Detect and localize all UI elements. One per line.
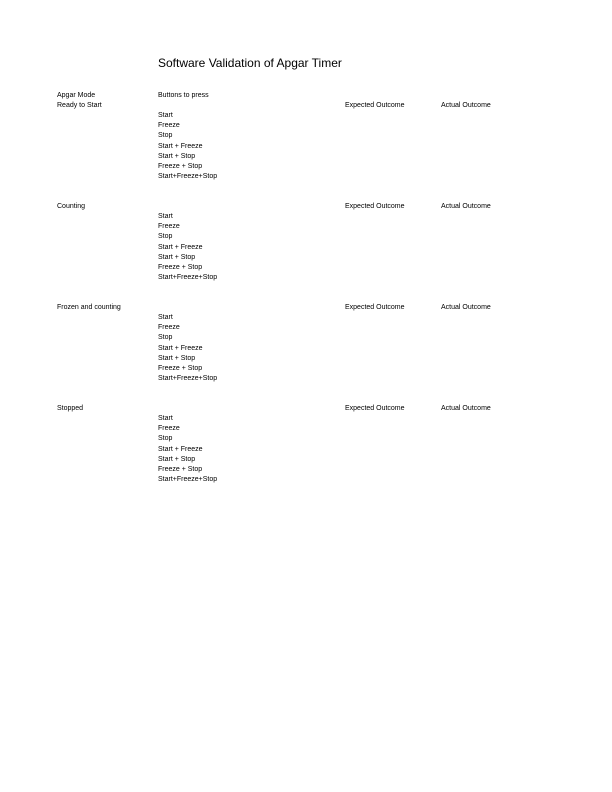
button-combination: Stop <box>158 233 173 241</box>
button-combination: Start + Freeze <box>158 142 203 150</box>
button-combination: Start + Freeze <box>158 445 203 453</box>
button-combination: Start + Stop <box>158 354 196 362</box>
apgar-mode-column-header: Apgar Mode <box>57 92 96 99</box>
mode-label: Counting <box>57 203 86 210</box>
button-combination: Freeze + Stop <box>158 364 203 372</box>
button-combination: Stop <box>158 334 173 342</box>
button-combination: Stop <box>158 132 173 140</box>
button-combination: Start + Stop <box>158 152 196 160</box>
button-combination: Start + Freeze <box>158 243 203 251</box>
button-combination: Freeze <box>158 425 180 433</box>
button-combination: Start + Stop <box>158 253 196 261</box>
button-combination: Stop <box>158 435 173 443</box>
button-combination: Start <box>158 213 173 220</box>
expected-outcome-header: Expected Outcome <box>345 405 405 412</box>
button-combination-list <box>158 111 217 182</box>
expected-outcome-header: Expected Outcome <box>345 102 405 109</box>
button-combination-list <box>158 212 217 283</box>
actual-outcome-header: Actual Outcome <box>441 102 491 109</box>
expected-outcome-header: Expected Outcome <box>345 304 405 311</box>
button-combination: Freeze + Stop <box>158 263 203 271</box>
actual-outcome-header: Actual Outcome <box>441 203 491 210</box>
button-combination: Start+Freeze+Stop <box>158 375 218 383</box>
button-combination: Freeze <box>158 122 180 130</box>
mode-label: Ready to Start <box>57 102 102 109</box>
expected-outcome-header: Expected Outcome <box>345 203 405 210</box>
button-combination: Start <box>158 314 173 321</box>
mode-label: Frozen and counting <box>57 304 121 311</box>
button-combination: Freeze <box>158 223 180 231</box>
actual-outcome-header: Actual Outcome <box>441 405 491 412</box>
mode-section-ready-to-start <box>0 101 612 193</box>
button-combination: Freeze + Stop <box>158 465 203 473</box>
button-combination: Start+Freeze+Stop <box>158 173 218 181</box>
buttons-column-header: Buttons to press <box>158 92 209 99</box>
button-combination: Start <box>158 112 173 119</box>
mode-label: Stopped <box>57 405 84 412</box>
mode-section-frozen-and-counting <box>0 303 612 395</box>
button-combination-list <box>158 414 217 485</box>
button-combination: Start+Freeze+Stop <box>158 476 218 484</box>
mode-section-stopped <box>0 404 612 496</box>
button-combination: Start+Freeze+Stop <box>158 274 218 282</box>
mode-section-counting <box>0 202 612 294</box>
button-combination: Start <box>158 415 173 422</box>
actual-outcome-header: Actual Outcome <box>441 304 491 311</box>
button-combination: Freeze <box>158 324 180 332</box>
button-combination: Freeze + Stop <box>158 162 203 170</box>
button-combination: Start + Stop <box>158 455 196 463</box>
page-title: Software Validation of Apgar Timer <box>158 56 342 70</box>
button-combination: Start + Freeze <box>158 344 203 352</box>
button-combination-list <box>158 313 217 384</box>
